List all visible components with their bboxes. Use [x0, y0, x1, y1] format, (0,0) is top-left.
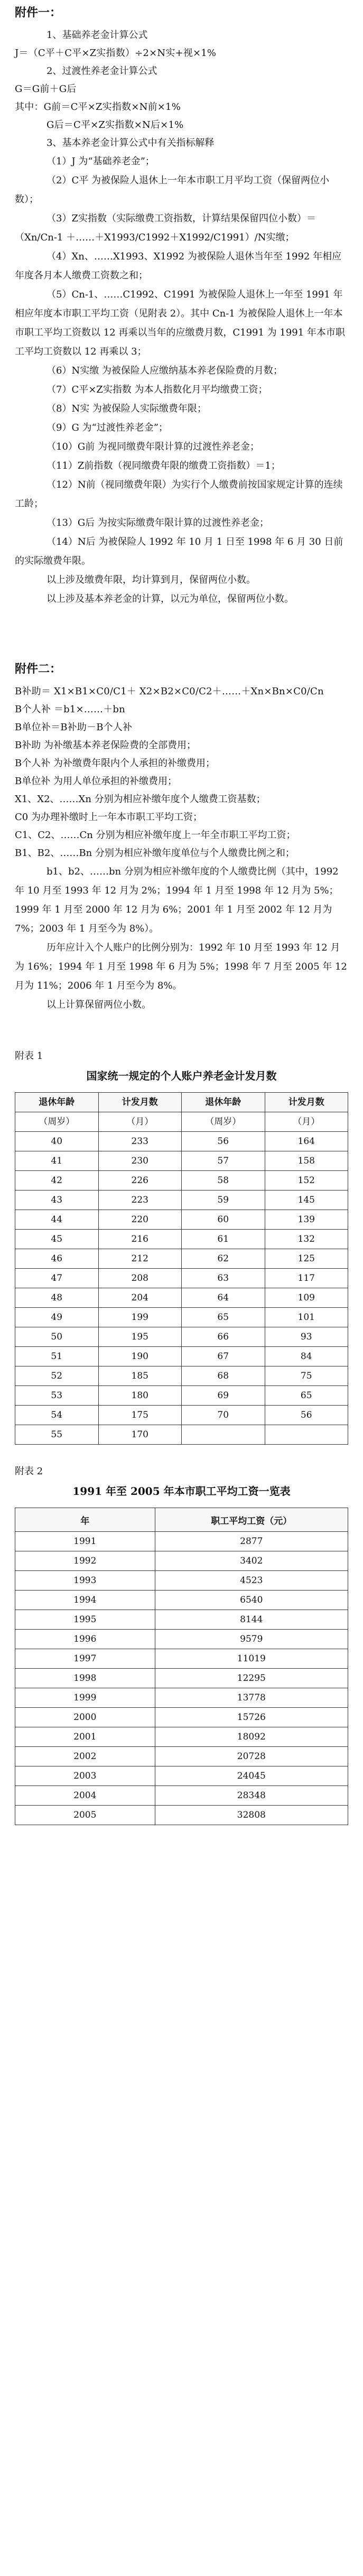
- table-cell: 93: [265, 1327, 348, 1347]
- table-1-block: [15, 1048, 348, 1445]
- table-header: 计发月数: [98, 1093, 182, 1112]
- table-cell: 216: [98, 1230, 182, 1249]
- table-cell: [182, 1425, 265, 1445]
- table-row: [15, 1151, 348, 1171]
- table-row: [15, 1249, 348, 1269]
- table-cell: 125: [265, 1249, 348, 1269]
- table-cell: 2005: [15, 1806, 155, 1825]
- table-cell: 49: [15, 1308, 99, 1327]
- indicator-item: （1）J 为“基础养老金”；: [46, 156, 155, 167]
- table-cell: 70: [182, 1406, 265, 1425]
- table-cell: 1998: [15, 1669, 155, 1688]
- table-cell: 51: [15, 1347, 99, 1366]
- table-cell: 50: [15, 1327, 99, 1347]
- table-subheader: （周岁）: [182, 1112, 265, 1132]
- table-cell: 24045: [155, 1766, 348, 1786]
- table-cell: 1991: [15, 1532, 155, 1551]
- table-cell: 1992: [15, 1551, 155, 1571]
- table-cell: 11019: [155, 1649, 348, 1669]
- indicator-item: （3）Z实指数（实际缴费工资指数，计算结果保留四位小数）＝（Xn/Cn-1 ＋……＋X1993/C1992＋X1992/C1991）/N实缴；: [15, 213, 316, 243]
- table-header: 年: [15, 1508, 155, 1532]
- table-cell: 43: [15, 1191, 99, 1210]
- table-cell: 170: [98, 1425, 182, 1445]
- indicator-item: （12）N前（视同缴费年限）为实行个人缴费前按国家规定计算的连续工龄；: [15, 479, 343, 509]
- formula-transition-total: G＝G前＋G后: [15, 83, 77, 95]
- indicator-list: [15, 152, 348, 571]
- indicator-item: （5）Cn-1、……C1992、C1991 为被保险人退休上一年至 1991 年相应年度本市职工平均工资（见附表 2）。其中 Cn-1 为被保险人退休上一年本市职工平均工资数以 12 再乘以当年的应缴费月数，C1991 为 1991 年本市职工平均工资数以 12 再乘以 3；: [15, 289, 345, 357]
- table-cell: 185: [98, 1366, 182, 1386]
- table-cell: 69: [182, 1386, 265, 1406]
- formula-transition-before: 其中：G前＝C平×Z实指数×N前×1%: [15, 101, 181, 113]
- table-cell: 2877: [155, 1532, 348, 1551]
- indicator-item: （13）G后 为按实际缴费年限计算的过渡性养老金；: [46, 517, 269, 528]
- formula-personal-payment: B个人补 ＝b1×……＋bn: [15, 704, 125, 715]
- indicator-item: （7）C平×Z实指数 为本人指数化月平均缴费工资；: [46, 384, 268, 395]
- table-cell: 62: [182, 1249, 265, 1269]
- formula-heading-indicators: 3、基本养老金计算公式中有关指标解释: [46, 137, 215, 148]
- table-cell: 109: [265, 1288, 348, 1308]
- definition-list: [15, 737, 348, 1015]
- table-row: [15, 1532, 348, 1551]
- table-row: [15, 1132, 348, 1151]
- table-cell: 212: [98, 1249, 182, 1269]
- attachment-2: [15, 662, 348, 1015]
- table-cell: 9579: [155, 1630, 348, 1649]
- table-cell: 45: [15, 1230, 99, 1249]
- table-cell: 195: [98, 1327, 182, 1347]
- table-cell: 18092: [155, 1727, 348, 1747]
- table-cell: 46: [15, 1249, 99, 1269]
- table-row: [15, 1308, 348, 1327]
- table-cell: 233: [98, 1132, 182, 1151]
- formula-employer-payment: B单位补＝B补助－B个人补: [15, 722, 133, 733]
- table-cell: 65: [182, 1308, 265, 1327]
- table-cell: 48: [15, 1288, 99, 1308]
- definition-item: C1、C2、……Cn 分别为相应补缴年度上一年全市职工平均工资；: [15, 830, 296, 841]
- table-cell: 59: [182, 1191, 265, 1210]
- indicator-item: （9）G 为“过渡性养老金”；: [46, 422, 168, 433]
- table-row: [15, 1288, 348, 1308]
- indicator-item: （6）N实缴 为被保险人应缴纳基本养老保险费的月数；: [46, 365, 283, 376]
- table-cell: 65: [265, 1386, 348, 1406]
- formula-basic-pension: J＝（C平＋C平×Z实指数）÷2×N实+视×1%: [15, 48, 217, 59]
- table-row: [15, 1708, 348, 1727]
- definition-item: b1、b2、……bn 分别为相应补缴年度的个人缴费比例（其中，1992 年 10 月至 1993 年 12 月为 2%；1994 年 1 月至 1998 年 12 月为 5%；1999 年 1 月至 2000 年 12 月为 6%；2001 年 1 月至 2002 年 12 月为 7%；2003 年 1 月至今为 8%）。: [15, 866, 339, 934]
- table-row: [15, 1171, 348, 1191]
- table-2-body: [15, 1532, 348, 1825]
- formula-total-payment: B补助＝ X1×B1×C0/C1＋ X2×B2×C0/C2＋……＋Xn×Bn×C0/Cn: [15, 686, 324, 697]
- table-cell: 84: [265, 1347, 348, 1366]
- spacer: [15, 1015, 348, 1040]
- table-row: [15, 1366, 348, 1386]
- table-cell: 63: [182, 1269, 265, 1288]
- formula-heading-transition: 2、过渡性养老金计算公式: [46, 66, 157, 77]
- indicator-item: （2）C平 为被保险人退休上一年本市职工月平均工资（保留两位小数）；: [15, 175, 329, 205]
- table-2-label: 附表 2: [15, 1466, 43, 1477]
- table-cell: 175: [98, 1406, 182, 1425]
- table-cell: 152: [265, 1171, 348, 1191]
- table-row: [15, 1406, 348, 1425]
- table-cell: 12295: [155, 1669, 348, 1688]
- table-cell: 40: [15, 1132, 99, 1151]
- table-cell: 139: [265, 1210, 348, 1230]
- table-cell: 180: [98, 1386, 182, 1406]
- table-cell: 67: [182, 1347, 265, 1366]
- note-years: 以上涉及缴费年限，均计算到月，保留两位小数。: [46, 574, 256, 585]
- table-cell: 3402: [155, 1551, 348, 1571]
- table-cell: 61: [182, 1230, 265, 1249]
- table-cell: 117: [265, 1269, 348, 1288]
- table-cell: 53: [15, 1386, 99, 1406]
- table-cell: 56: [265, 1406, 348, 1425]
- table-subheader: （周岁）: [15, 1112, 99, 1132]
- table-cell: 226: [98, 1171, 182, 1191]
- table-cell: 101: [265, 1308, 348, 1327]
- table-cell: 1993: [15, 1571, 155, 1591]
- table-cell: 42: [15, 1171, 99, 1191]
- formula-heading-basic: 1、基础养老金计算公式: [46, 30, 148, 41]
- spacer: [15, 1445, 348, 1455]
- table-cell: 44: [15, 1210, 99, 1230]
- table-row: [15, 1327, 348, 1347]
- indicator-item: （11）Z前指数（视同缴费年限的缴费工资指数）＝1；: [46, 460, 281, 471]
- average-wage-table: [15, 1508, 348, 1825]
- definition-item: X1、X2、……Xn 分别为相应补缴年度个人缴费工资基数；: [15, 794, 266, 805]
- table-row: [15, 1747, 348, 1766]
- table-cell: 8144: [155, 1610, 348, 1630]
- table-row: [15, 1630, 348, 1649]
- table-1-caption: 国家统一规定的个人账户养老金计发月数: [86, 1070, 277, 1082]
- table-cell: 1996: [15, 1630, 155, 1649]
- table-cell: 52: [15, 1366, 99, 1386]
- table-row: [15, 1669, 348, 1688]
- table-cell: 54: [15, 1406, 99, 1425]
- table-row: [15, 1425, 348, 1445]
- table-cell: 55: [15, 1425, 99, 1445]
- table-row: [15, 1766, 348, 1786]
- table-cell: 47: [15, 1269, 99, 1288]
- definition-item: B个人补 为补缴费年限内个人承担的补缴费用；: [15, 758, 215, 769]
- table-cell: 2002: [15, 1747, 155, 1766]
- table-cell: 57: [182, 1151, 265, 1171]
- table-cell: 1999: [15, 1688, 155, 1708]
- table-cell: 2000: [15, 1708, 155, 1727]
- indicator-item: （10）G前 为视同缴费年限计算的过渡性养老金；: [46, 441, 260, 452]
- table-cell: 158: [265, 1151, 348, 1171]
- definition-item: 历年应计入个人账户的比例分别为：1992 年 10 月至 1993 年 12 月为 16%；1994 年 1 月至 1998 年 6 月为 5%；1998 年 7 月至 2005 年 12 月为 11%；2006 年 1 月至今为 8%。: [15, 942, 347, 991]
- indicator-item: （8）N实 为被保险人实际缴费年限；: [46, 403, 207, 414]
- table-cell: 1995: [15, 1610, 155, 1630]
- table-cell: 56: [182, 1132, 265, 1151]
- table-cell: 223: [98, 1191, 182, 1210]
- table-cell: 32808: [155, 1806, 348, 1825]
- attachment-1-title: 附件一：: [15, 6, 62, 20]
- table-cell: 2004: [15, 1786, 155, 1806]
- table-row: [15, 1727, 348, 1747]
- table-subheader: （月）: [265, 1112, 348, 1132]
- formula-transition-after: G后＝C平×Z实指数×N后×1%: [46, 119, 184, 131]
- table-subheader: （月）: [98, 1112, 182, 1132]
- table-cell: 132: [265, 1230, 348, 1249]
- indicator-item: （14）N后 为被保险人 1992 年 10 月 1 日至 1998 年 6 月 30 日前的实际缴费年限。: [15, 536, 343, 566]
- table-header: 退休年龄: [15, 1093, 99, 1112]
- table-cell: 204: [98, 1288, 182, 1308]
- table-row: [15, 1649, 348, 1669]
- definition-item: B单位补 为用人单位承担的补缴费用；: [15, 776, 177, 787]
- table-cell: 145: [265, 1191, 348, 1210]
- table-row: [15, 1688, 348, 1708]
- table-row: [15, 1230, 348, 1249]
- table-cell: 15726: [155, 1708, 348, 1727]
- table-cell: 199: [98, 1308, 182, 1327]
- table-header: 退休年龄: [182, 1093, 265, 1112]
- definition-item: B1、B2、……Bn 分别为相应补缴年度单位与个人缴费比例之和；: [15, 848, 295, 859]
- table-cell: 28348: [155, 1786, 348, 1806]
- table-cell: 13778: [155, 1688, 348, 1708]
- table-cell: 208: [98, 1269, 182, 1288]
- table-row: [15, 1347, 348, 1366]
- definition-item: C0 为办理补缴时上一年本市职工平均工资；: [15, 812, 202, 823]
- table-row: [15, 1591, 348, 1610]
- table-1-label: 附表 1: [15, 1050, 43, 1062]
- table-cell: 6540: [155, 1591, 348, 1610]
- table-row: [15, 1210, 348, 1230]
- table-row: [15, 1786, 348, 1806]
- note-currency: 以上涉及基本养老金的计算，以元为单位，保留两位小数。: [46, 593, 294, 605]
- table-row: [15, 1610, 348, 1630]
- table-cell: 230: [98, 1151, 182, 1171]
- table-1-body: [15, 1132, 348, 1445]
- table-cell: 2001: [15, 1727, 155, 1747]
- indicator-item: （4）Xn、……X1993、X1992 为被保险人退休当年至 1992 年相应年度各月本人缴费工资数之和；: [15, 251, 342, 281]
- table-cell: 4523: [155, 1571, 348, 1591]
- table-2-caption: 1991 年至 2005 年本市职工平均工资一览表: [72, 1485, 291, 1498]
- table-row: [15, 1571, 348, 1591]
- table-cell: 20728: [155, 1747, 348, 1766]
- document-page: [0, 5, 363, 2576]
- attachment-2-title: 附件二：: [15, 662, 62, 676]
- spacer: [15, 609, 348, 656]
- definition-item: 以上计算保留两位小数。: [46, 999, 151, 1010]
- table-cell: 68: [182, 1366, 265, 1386]
- attachment-1: [15, 5, 348, 609]
- table-cell: [265, 1425, 348, 1445]
- table-cell: 1994: [15, 1591, 155, 1610]
- table-row: [15, 1806, 348, 1825]
- table-cell: 2003: [15, 1766, 155, 1786]
- table-cell: 41: [15, 1151, 99, 1171]
- table-cell: 58: [182, 1171, 265, 1191]
- table-row: [15, 1269, 348, 1288]
- table-row: [15, 1551, 348, 1571]
- table-cell: 66: [182, 1327, 265, 1347]
- definition-item: B补助 为补缴基本养老保险费的全部费用；: [15, 740, 196, 751]
- retirement-months-table: [15, 1092, 348, 1445]
- table-cell: 190: [98, 1347, 182, 1366]
- table-cell: 1997: [15, 1649, 155, 1669]
- table-2-block: [15, 1464, 348, 1825]
- table-cell: 75: [265, 1366, 348, 1386]
- table-cell: 64: [182, 1288, 265, 1308]
- table-header: 职工平均工资（元）: [155, 1508, 348, 1532]
- table-cell: 60: [182, 1210, 265, 1230]
- table-row: [15, 1386, 348, 1406]
- table-row: [15, 1191, 348, 1210]
- table-header: 计发月数: [265, 1093, 348, 1112]
- table-cell: 164: [265, 1132, 348, 1151]
- table-cell: 220: [98, 1210, 182, 1230]
